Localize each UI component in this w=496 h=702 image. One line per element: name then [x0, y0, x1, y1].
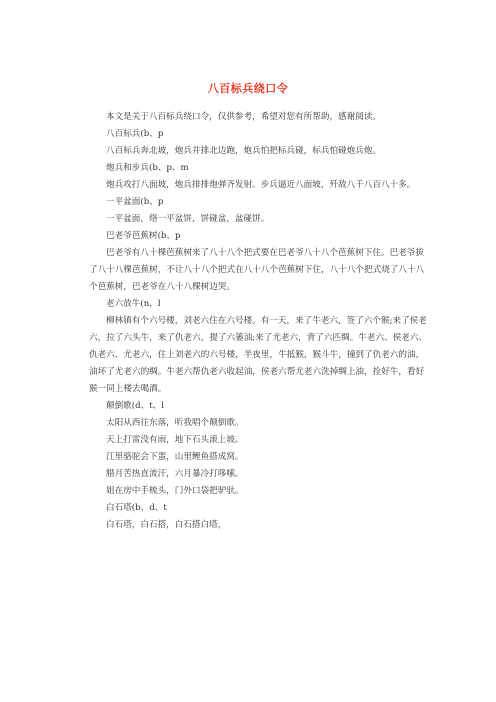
paragraph: 巴老爷有八十棵芭蕉树来了八十八个把式要在巴老爷八十八个芭蕉树下住。巴老爷拔了八十八棵芭蕉树，不让八十八个把式在八十八个芭蕉树下住，八十八个把式烧了八十八个芭蕉树，巴老爷在八十八棵树边哭。: [89, 248, 425, 292]
document-body: [89, 109, 429, 534]
page-title: 八百标兵绕口令: [207, 82, 289, 95]
paragraph: 本文是关于八百标兵绕口令，仅供参考，希望对您有所帮助，感谢阅读。: [106, 112, 382, 122]
section-heading: 一平盆面(b、p: [106, 197, 164, 207]
verse-line: 江里骆驼会下蛋，山里鲤鱼搭成窝。: [106, 452, 244, 462]
section-heading: 白石塔(b、d、t: [106, 503, 167, 513]
paragraph: 炮兵攻打八面坡，炮兵排排炮弹齐发射。步兵逼近八面坡，歼敌八千八百八十多。: [106, 180, 416, 190]
paragraph: 一平盆面，烙一平盆饼，饼碰盆，盆碰饼。: [106, 214, 270, 224]
section-heading: 巴老爷芭蕉树(b、p: [106, 231, 181, 241]
verse-line: 姐在房中手梳头，门外口袋把驴驮。: [106, 486, 244, 496]
verse-line: 太阳从西往东落，听我唱个颠倒歌。: [106, 418, 244, 428]
verse-line: 腊月苦热直流汗，六月暴冷打哆嗦。: [106, 469, 244, 479]
section-heading: 颠倒歌(d、t、l: [106, 401, 165, 411]
section-heading: 老六放牛(n，l: [106, 299, 161, 309]
section-heading: 炮兵和步兵(b、p、m: [106, 163, 189, 173]
verse-line: 白石塔，白石搭，白石搭白塔，: [106, 520, 227, 530]
section-heading: 八百标兵(b、p: [106, 129, 164, 139]
verse-line: 天上打雷没有雨，地下石头滚上坡。: [106, 435, 244, 445]
paragraph: 柳林镇有个六号楼，刘老六住在六号楼。有一天，来了牛老六，签了六个猴;来了侯老六，拉了六头牛，来了仇老六，提了六篓油;来了尤老六，背了六匹绸。牛老六、侯老六、仇老六、尤老六，住上刘老六的六号楼，半夜里，牛抵猴，猴斗牛，撞到了仇老六的油，油坏了尤老六的绸。牛老六帮仇老六收起油，侯老六帮尤老六洗掉绸上油，拴好牛，看好猴一同上楼去喝酒。: [89, 316, 428, 394]
paragraph: 八百标兵奔北坡，炮兵并排北边跑，炮兵怕把标兵碰，标兵怕碰炮兵炮。: [106, 146, 382, 156]
